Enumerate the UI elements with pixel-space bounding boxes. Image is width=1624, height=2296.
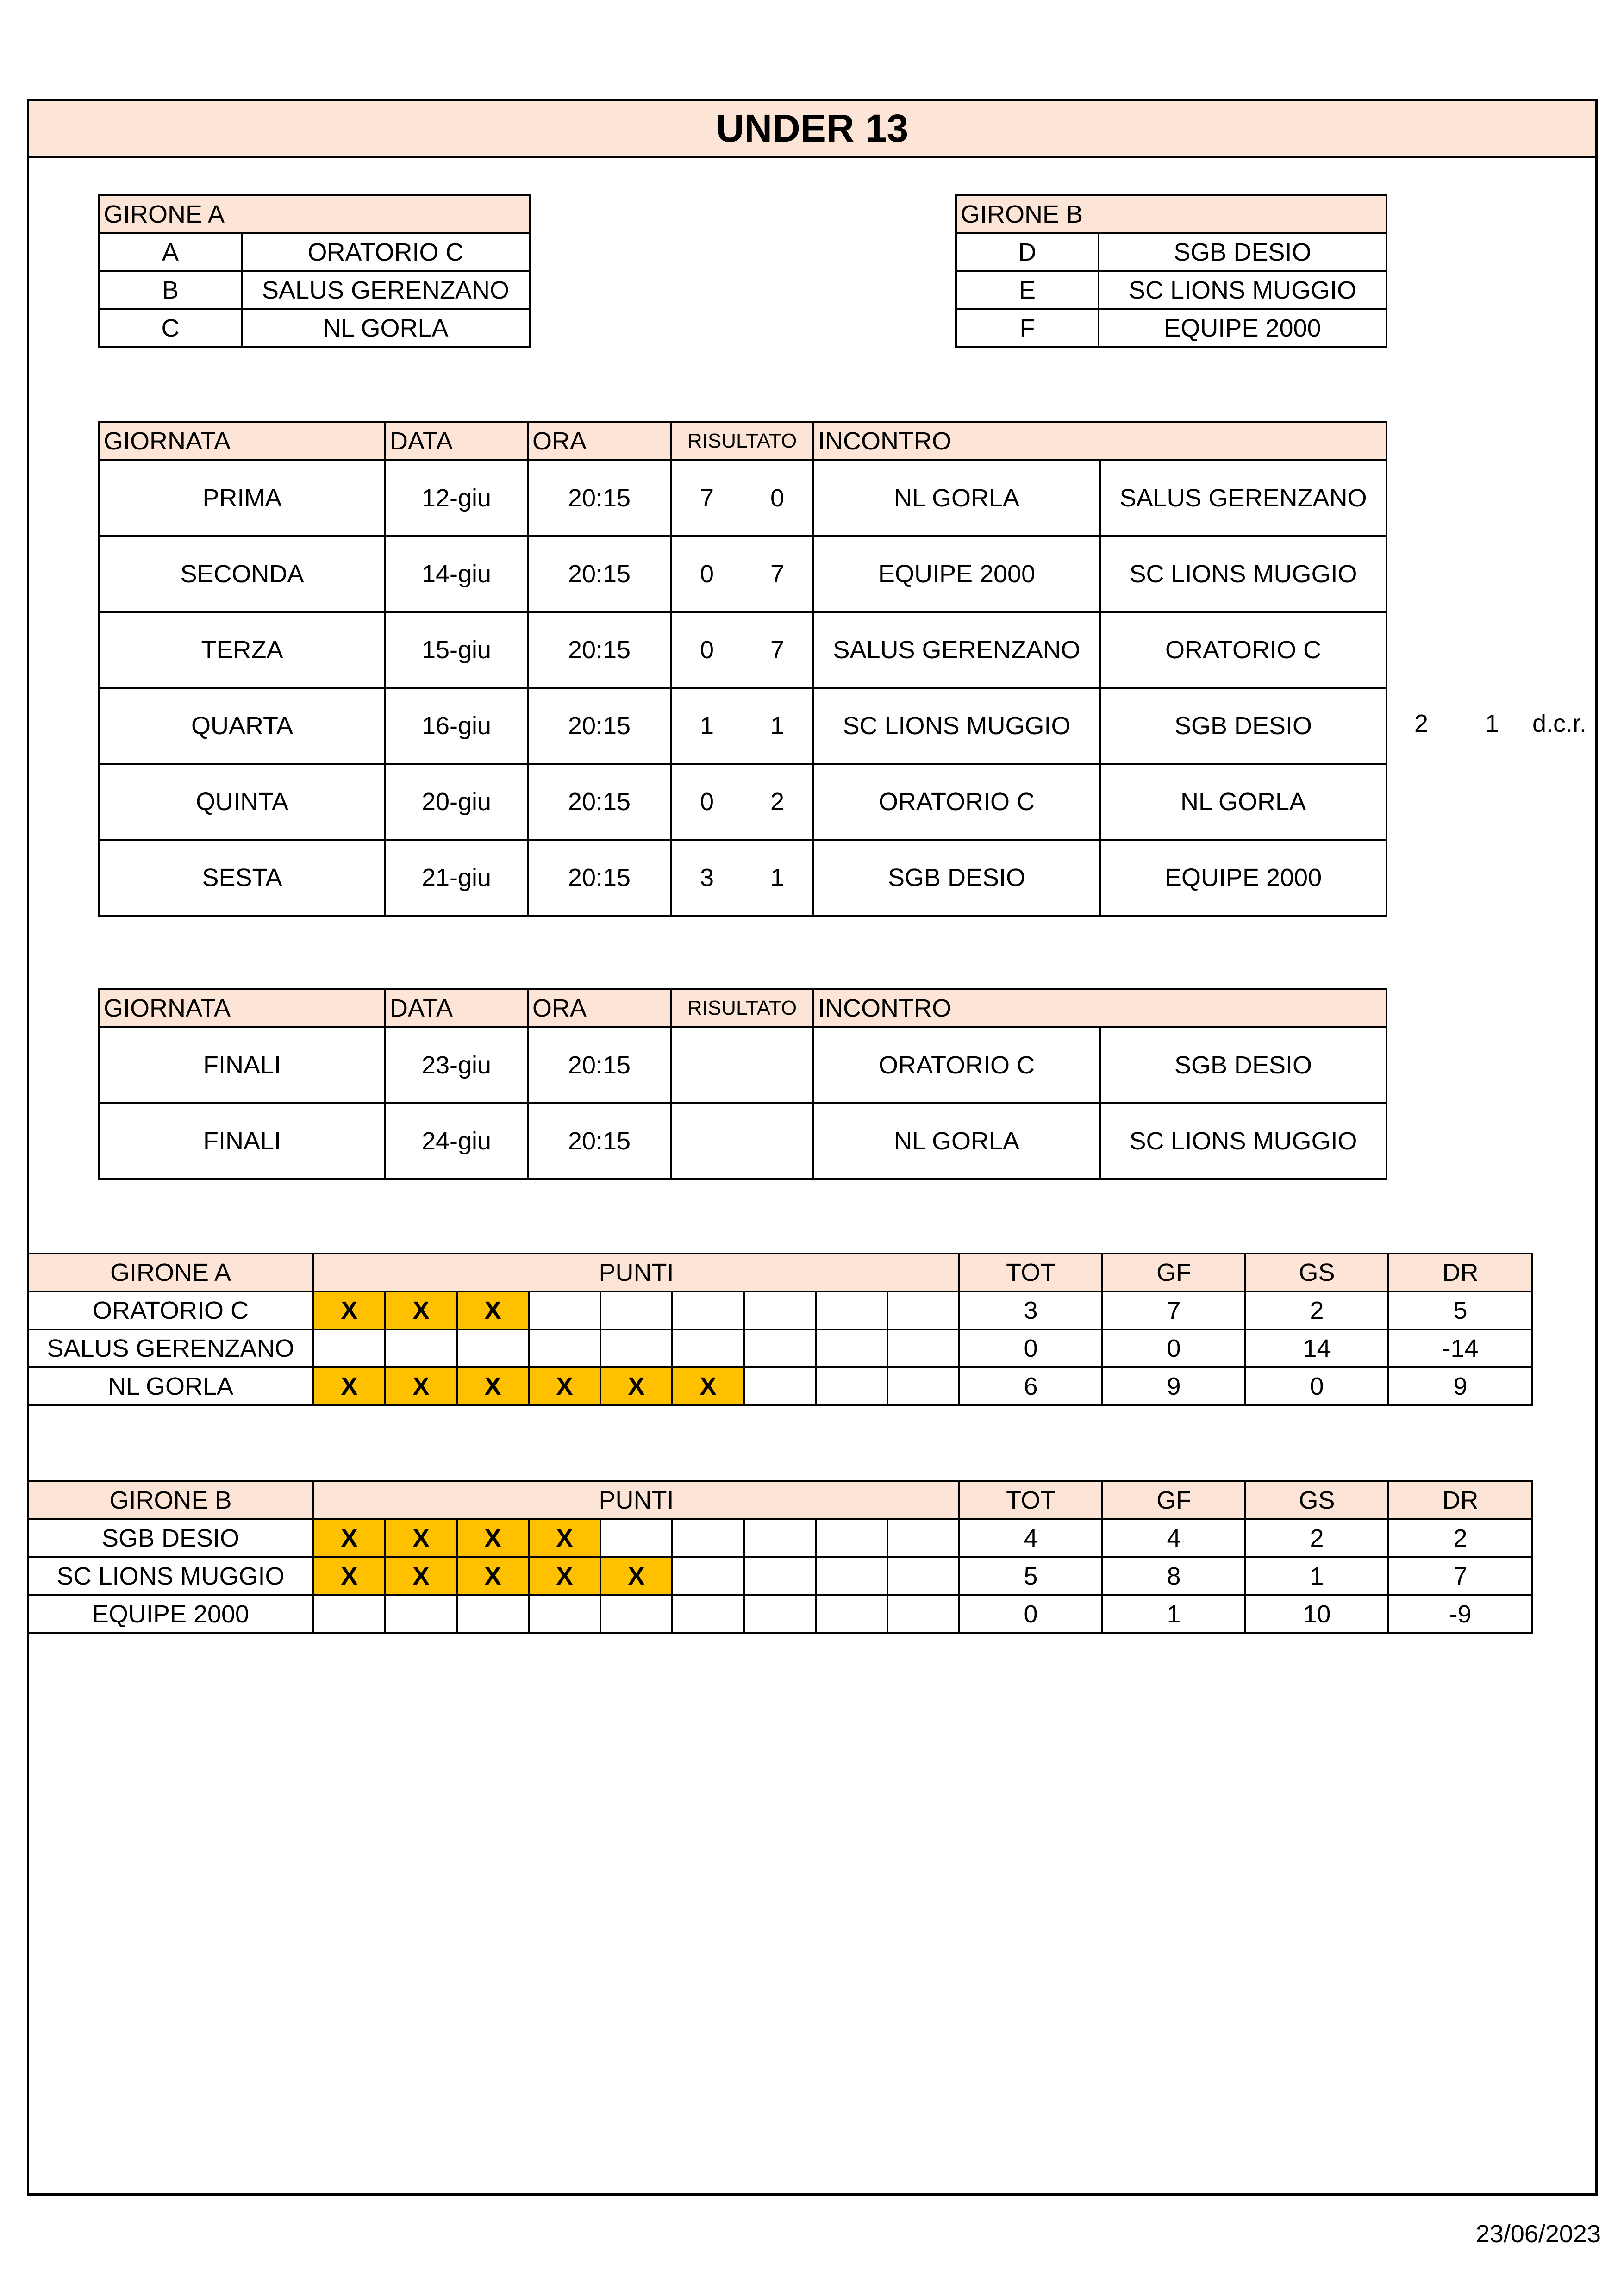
match-row <box>99 840 1387 916</box>
col-tot: TOT <box>959 1254 1102 1292</box>
group-letter: E <box>956 271 1099 309</box>
point-empty-cell <box>600 1292 672 1329</box>
group-letter: F <box>956 309 1099 347</box>
match-time: 20:15 <box>528 612 671 688</box>
match-score-home: 0 <box>671 612 742 688</box>
match-away-team: ORATORIO C <box>1100 612 1387 688</box>
match-day: PRIMA <box>99 460 385 536</box>
match-date: 20-giu <box>385 764 528 840</box>
point-mark-cell: X <box>600 1557 672 1595</box>
col-punti: PUNTI <box>313 1254 959 1292</box>
standings-team: SGB DESIO <box>28 1519 313 1557</box>
match-score-away: 1 <box>742 840 813 916</box>
col-ora: ORA <box>528 989 671 1027</box>
match-date: 12-giu <box>385 460 528 536</box>
point-empty-cell <box>816 1329 887 1367</box>
point-empty-cell <box>600 1519 672 1557</box>
match-day: TERZA <box>99 612 385 688</box>
standings-row <box>28 1367 1532 1405</box>
match-score-home: 1 <box>671 688 742 764</box>
schedule-table <box>98 421 1387 917</box>
point-mark-cell: X <box>313 1557 385 1595</box>
standings-gf: 9 <box>1102 1367 1245 1405</box>
point-mark-cell: X <box>313 1519 385 1557</box>
col-incontro: INCONTRO <box>813 989 1387 1027</box>
point-empty-cell <box>600 1595 672 1633</box>
point-empty-cell <box>600 1329 672 1367</box>
penalty-score-2: 1 <box>1485 710 1499 737</box>
point-empty-cell <box>529 1329 600 1367</box>
match-away-team: EQUIPE 2000 <box>1100 840 1387 916</box>
match-score-away: 0 <box>742 460 813 536</box>
match-score-home: 0 <box>671 536 742 612</box>
final-away-team: SC LIONS MUGGIO <box>1100 1103 1387 1179</box>
group-team: SC LIONS MUGGIO <box>1099 271 1387 309</box>
match-time: 20:15 <box>528 840 671 916</box>
standings-tot: 4 <box>959 1519 1102 1557</box>
point-empty-cell <box>672 1595 744 1633</box>
point-mark-cell: X <box>313 1367 385 1405</box>
standings-tot: 5 <box>959 1557 1102 1595</box>
group-team: SALUS GERENZANO <box>242 271 530 309</box>
col-gs: GS <box>1245 1481 1388 1519</box>
standings-gs: 0 <box>1245 1367 1388 1405</box>
standings-gs: 2 <box>1245 1292 1388 1329</box>
point-empty-cell <box>457 1595 529 1633</box>
standings-dr: 7 <box>1388 1557 1532 1595</box>
point-mark-cell: X <box>457 1292 529 1329</box>
point-empty-cell <box>887 1367 959 1405</box>
match-score-home: 7 <box>671 460 742 536</box>
point-mark-cell: X <box>529 1557 600 1595</box>
match-row <box>99 612 1387 688</box>
col-punti: PUNTI <box>313 1481 959 1519</box>
standings-gf: 7 <box>1102 1292 1245 1329</box>
final-row <box>99 1027 1387 1103</box>
final-home-team: ORATORIO C <box>813 1027 1100 1103</box>
point-empty-cell <box>672 1329 744 1367</box>
point-empty-cell <box>672 1292 744 1329</box>
standings-row <box>28 1292 1532 1329</box>
point-empty-cell <box>313 1595 385 1633</box>
standings-team: SALUS GERENZANO <box>28 1329 313 1367</box>
point-mark-cell: X <box>457 1557 529 1595</box>
point-mark-cell: X <box>385 1557 457 1595</box>
standings-row <box>28 1329 1532 1367</box>
standings-team: ORATORIO C <box>28 1292 313 1329</box>
standings-dr: 2 <box>1388 1519 1532 1557</box>
col-data: DATA <box>385 422 528 460</box>
col-giornata: GIORNATA <box>99 989 385 1027</box>
col-tot: TOT <box>959 1481 1102 1519</box>
penalty-note: d.c.r. <box>1532 710 1587 737</box>
group-letter: B <box>99 271 242 309</box>
match-score-away: 7 <box>742 536 813 612</box>
standings-row <box>28 1595 1532 1633</box>
col-giornata: GIORNATA <box>99 422 385 460</box>
match-score-home: 0 <box>671 764 742 840</box>
standings-gf: 4 <box>1102 1519 1245 1557</box>
point-empty-cell <box>313 1329 385 1367</box>
standings-tot: 6 <box>959 1367 1102 1405</box>
match-time: 20:15 <box>528 536 671 612</box>
col-risultato: RISULTATO <box>671 422 813 460</box>
page-title: UNDER 13 <box>27 99 1598 158</box>
point-empty-cell <box>816 1519 887 1557</box>
standings-team: SC LIONS MUGGIO <box>28 1557 313 1595</box>
final-home-team: NL GORLA <box>813 1103 1100 1179</box>
col-dr: DR <box>1388 1254 1532 1292</box>
point-empty-cell <box>887 1292 959 1329</box>
standings-dr: -14 <box>1388 1329 1532 1367</box>
standings-team: NL GORLA <box>28 1367 313 1405</box>
standings-header <box>28 1481 1532 1519</box>
group-b-header: GIRONE B <box>956 195 1387 233</box>
group-letter: D <box>956 233 1099 271</box>
col-ora: ORA <box>528 422 671 460</box>
match-score-away: 7 <box>742 612 813 688</box>
final-result <box>671 1027 813 1103</box>
final-day: FINALI <box>99 1103 385 1179</box>
point-empty-cell <box>816 1292 887 1329</box>
point-empty-cell <box>744 1519 816 1557</box>
group-letter: A <box>99 233 242 271</box>
final-date: 23-giu <box>385 1027 528 1103</box>
match-home-team: SALUS GERENZANO <box>813 612 1100 688</box>
match-home-team: ORATORIO C <box>813 764 1100 840</box>
point-mark-cell: X <box>457 1519 529 1557</box>
standings-dr: 9 <box>1388 1367 1532 1405</box>
point-empty-cell <box>529 1292 600 1329</box>
match-time: 20:15 <box>528 460 671 536</box>
point-mark-cell: X <box>385 1292 457 1329</box>
point-mark-cell: X <box>529 1519 600 1557</box>
point-mark-cell: X <box>672 1367 744 1405</box>
match-day: QUINTA <box>99 764 385 840</box>
standings-gf: 8 <box>1102 1557 1245 1595</box>
standings-gs: 10 <box>1245 1595 1388 1633</box>
group-b-table <box>955 194 1387 348</box>
col-incontro: INCONTRO <box>813 422 1387 460</box>
match-time: 20:15 <box>528 688 671 764</box>
final-time: 20:15 <box>528 1027 671 1103</box>
point-empty-cell <box>672 1519 744 1557</box>
match-score-away: 1 <box>742 688 813 764</box>
match-home-team: SGB DESIO <box>813 840 1100 916</box>
point-mark-cell: X <box>385 1519 457 1557</box>
col-data: DATA <box>385 989 528 1027</box>
col-gf: GF <box>1102 1481 1245 1519</box>
group-team: NL GORLA <box>242 309 530 347</box>
match-day: QUARTA <box>99 688 385 764</box>
standings-group-name: GIRONE A <box>28 1254 313 1292</box>
standings-tot: 3 <box>959 1292 1102 1329</box>
col-gf: GF <box>1102 1254 1245 1292</box>
match-row <box>99 536 1387 612</box>
point-empty-cell <box>457 1329 529 1367</box>
match-row <box>99 764 1387 840</box>
match-home-team: EQUIPE 2000 <box>813 536 1100 612</box>
point-mark-cell: X <box>529 1367 600 1405</box>
match-date: 16-giu <box>385 688 528 764</box>
standings-gf: 1 <box>1102 1595 1245 1633</box>
match-time: 20:15 <box>528 764 671 840</box>
match-day: SECONDA <box>99 536 385 612</box>
standings-gs: 14 <box>1245 1329 1388 1367</box>
point-empty-cell <box>529 1595 600 1633</box>
match-away-team: SGB DESIO <box>1100 688 1387 764</box>
match-date: 21-giu <box>385 840 528 916</box>
group-team: ORATORIO C <box>242 233 530 271</box>
point-empty-cell <box>816 1557 887 1595</box>
final-result <box>671 1103 813 1179</box>
final-day: FINALI <box>99 1027 385 1103</box>
point-empty-cell <box>385 1595 457 1633</box>
standings-row <box>28 1519 1532 1557</box>
final-row <box>99 1103 1387 1179</box>
point-empty-cell <box>385 1329 457 1367</box>
point-empty-cell <box>744 1557 816 1595</box>
standings-girone-b <box>27 1480 1533 1634</box>
final-away-team: SGB DESIO <box>1100 1027 1387 1103</box>
point-empty-cell <box>816 1367 887 1405</box>
point-mark-cell: X <box>457 1367 529 1405</box>
point-mark-cell: X <box>385 1367 457 1405</box>
match-score-home: 3 <box>671 840 742 916</box>
group-a-table <box>98 194 531 348</box>
point-empty-cell <box>744 1292 816 1329</box>
point-empty-cell <box>744 1595 816 1633</box>
col-gs: GS <box>1245 1254 1388 1292</box>
match-away-team: SALUS GERENZANO <box>1100 460 1387 536</box>
standings-team: EQUIPE 2000 <box>28 1595 313 1633</box>
match-row <box>99 460 1387 536</box>
match-away-team: NL GORLA <box>1100 764 1387 840</box>
match-home-team: NL GORLA <box>813 460 1100 536</box>
point-empty-cell <box>887 1557 959 1595</box>
point-empty-cell <box>887 1595 959 1633</box>
standings-gs: 1 <box>1245 1557 1388 1595</box>
group-team: SGB DESIO <box>1099 233 1387 271</box>
match-home-team: SC LIONS MUGGIO <box>813 688 1100 764</box>
point-mark-cell: X <box>313 1292 385 1329</box>
col-dr: DR <box>1388 1481 1532 1519</box>
match-away-team: SC LIONS MUGGIO <box>1100 536 1387 612</box>
standings-tot: 0 <box>959 1595 1102 1633</box>
standings-tot: 0 <box>959 1329 1102 1367</box>
group-a-header: GIRONE A <box>99 195 530 233</box>
match-row <box>99 688 1387 764</box>
standings-gf: 0 <box>1102 1329 1245 1367</box>
point-empty-cell <box>744 1367 816 1405</box>
print-date: 23/06/2023 <box>1475 2220 1601 2248</box>
standings-dr: -9 <box>1388 1595 1532 1633</box>
penalty-score-1: 2 <box>1414 710 1429 737</box>
standings-group-name: GIRONE B <box>28 1481 313 1519</box>
standings-row <box>28 1557 1532 1595</box>
standings-dr: 5 <box>1388 1292 1532 1329</box>
match-date: 15-giu <box>385 612 528 688</box>
finals-table <box>98 988 1387 1180</box>
point-empty-cell <box>887 1329 959 1367</box>
match-score-away: 2 <box>742 764 813 840</box>
match-date: 14-giu <box>385 536 528 612</box>
point-mark-cell: X <box>600 1367 672 1405</box>
group-letter: C <box>99 309 242 347</box>
col-risultato: RISULTATO <box>671 989 813 1027</box>
point-empty-cell <box>744 1329 816 1367</box>
standings-girone-a <box>27 1253 1533 1406</box>
standings-gs: 2 <box>1245 1519 1388 1557</box>
standings-header <box>28 1254 1532 1292</box>
point-empty-cell <box>672 1557 744 1595</box>
point-empty-cell <box>887 1519 959 1557</box>
group-team: EQUIPE 2000 <box>1099 309 1387 347</box>
match-day: SESTA <box>99 840 385 916</box>
final-time: 20:15 <box>528 1103 671 1179</box>
point-empty-cell <box>816 1595 887 1633</box>
final-date: 24-giu <box>385 1103 528 1179</box>
